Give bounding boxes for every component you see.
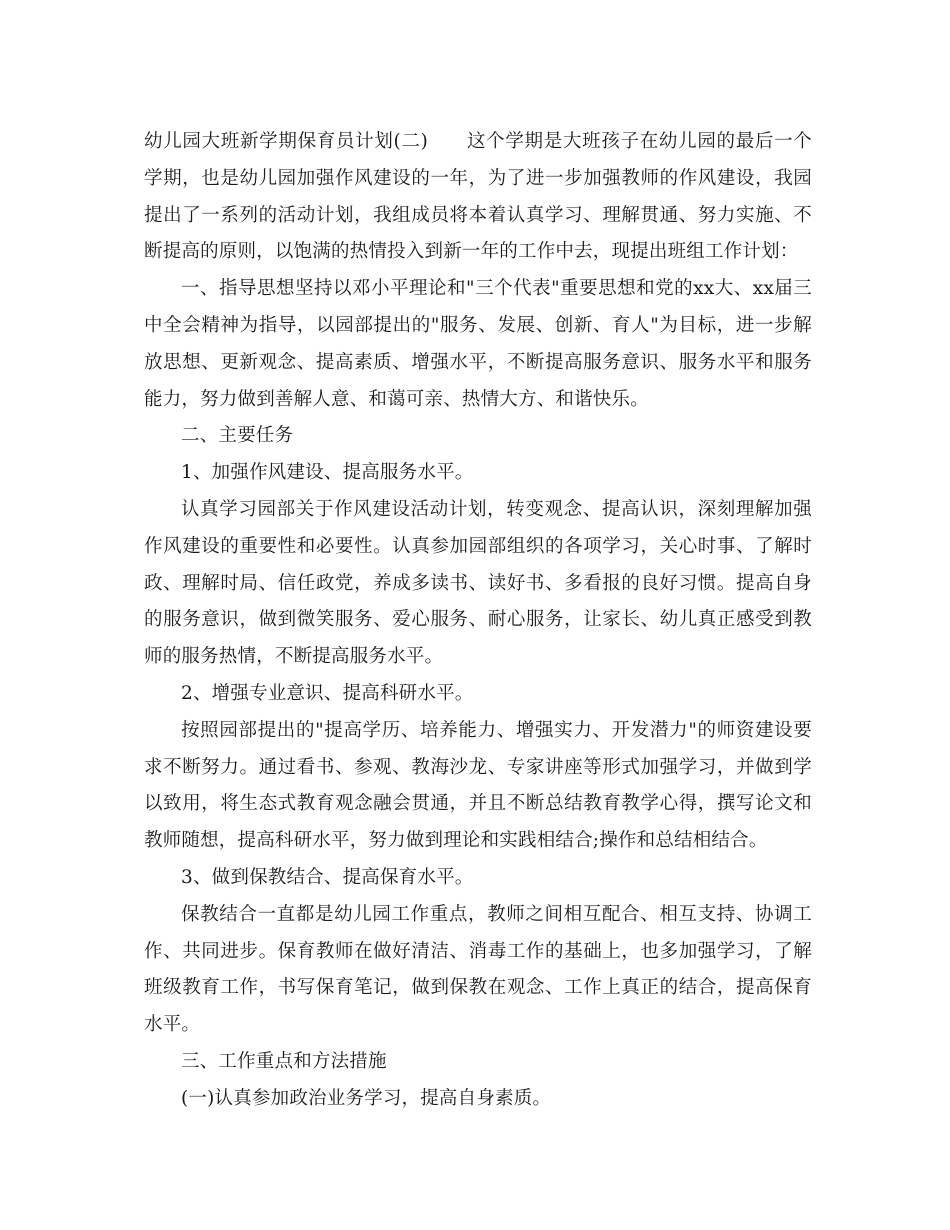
- section-heading-main-tasks: 二、主要任务: [181, 425, 294, 447]
- subsection-1-heading: (一)认真参加政治业务学习，提高自身素质。: [181, 1087, 552, 1109]
- task-1-paragraph: 认真学习园部关于作风建设活动计划，转变观念、提高认识，深刻理解加强作风建设的重要性和必要性。认真参加园部组织的各项学习，关心时事、了解时政、理解时局、信任政党，养成多读书、读好书、多看报的良好习惯。提高自身的服务意识，做到微笑服务、爱心服务、耐心服务，让家长、幼儿真正感受到教师的服务热情，不断提高服务水平。: [144, 498, 812, 668]
- task-2-heading: 2、增强专业意识、提高科研水平。: [181, 682, 474, 704]
- task-3-heading: 3、做到保教结合、提高保育水平。: [181, 866, 474, 888]
- task-2-paragraph: 按照园部提出的"提高学历、培养能力、增强实力、开发潜力"的师资建设要求不断努力。通过看书、参观、教海沙龙、专家讲座等形式加强学习，并做到学以致用，将生态式教育观念融会贯通，并且不断总结教育教学心得，撰写论文和教师随想，提高科研水平，努力做到理论和实践相结合;操作和总结相结合。: [144, 719, 812, 852]
- section-heading-key-work: 三、工作重点和方法措施: [181, 1050, 387, 1072]
- task-1-heading: 1、加强作风建设、提高服务水平。: [181, 462, 474, 484]
- intro-paragraph: 幼儿园大班新学期保育员计划(二) 这个学期是大班孩子在幼儿园的最后一个学期，也是幼儿园加强作风建设的一年，为了进一步加强教师的作风建设，我园提出了一系列的活动计划，我组成员将本着认真学习、理解贯通、努力实施、不断提高的原则，以饱满的热情投入到新一年的工作中去，现提出班组工作计划：: [144, 131, 812, 263]
- task-3-paragraph: 保教结合一直都是幼儿园工作重点，教师之间相互配合、相互支持、协调工作、共同进步。保育教师在做好清洁、消毒工作的基础上，也多加强学习，了解班级教育工作，书写保育笔记，做到保教在观念、工作上真正的结合，提高保育水平。: [144, 903, 812, 1036]
- guiding-ideology-paragraph: 一、指导思想坚持以邓小平理论和"三个代表"重要思想和党的xx大、xx届三中全会精神为指导，以园部提出的"服务、发展、创新、育人"为目标，进一步解放思想、更新观念、提高素质、增强水平，不断提高服务意识、服务水平和服务能力，努力做到善解人意、和蔼可亲、热情大方、和谐快乐。: [144, 278, 812, 410]
- document-body: [144, 124, 812, 1118]
